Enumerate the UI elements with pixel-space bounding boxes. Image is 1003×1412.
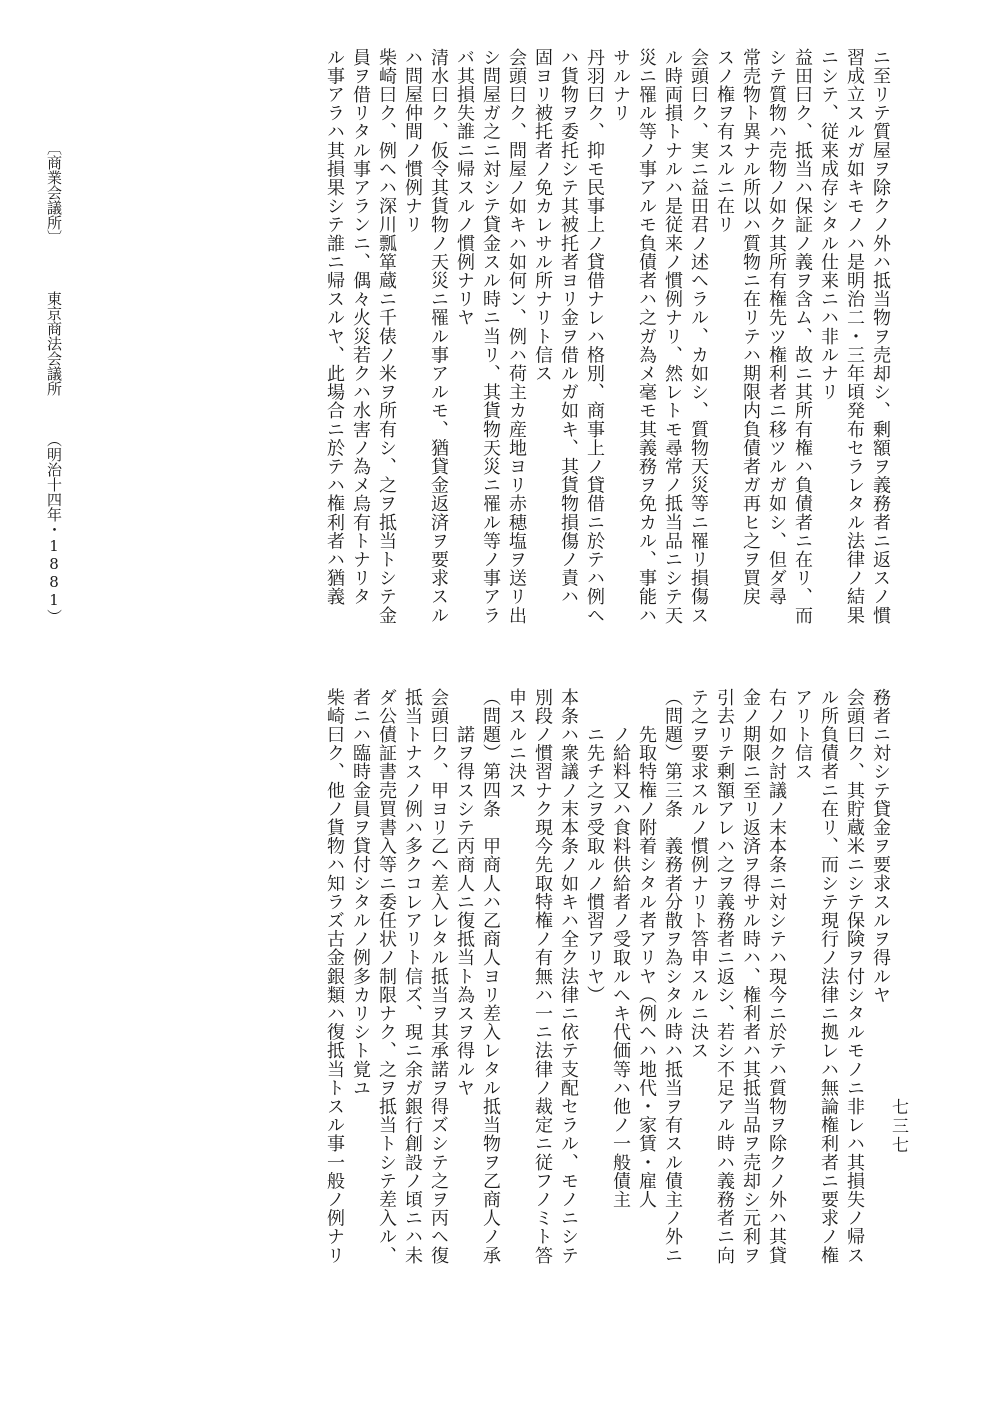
text-line: ル時両損トナルハ是従来ノ慣例ナリ、然レトモ尋常ノ抵当品ニシテ天: [662, 48, 683, 625]
text-line: シ問屋ガ之ニ対シテ貸金スル時ニ当リ、其貨物天災ニ罹ル等ノ事アラ: [480, 48, 501, 625]
text-line: アリト信ス: [792, 688, 813, 781]
running-head-office: 東京商法会議所: [45, 291, 63, 396]
text-line: 会頭曰ク、問屋ノ如キハ如何ン、例ハ荷主カ産地ヨリ赤穂塩ヲ送リ出: [506, 48, 527, 625]
text-line: （問題）第四条 甲商人ハ乙商人ヨリ差入レタル抵当物ヲ乙商人ノ承: [480, 688, 501, 1265]
text-line: 会頭曰ク、甲ヨリ乙ヘ差入レタル抵当ヲ其承諾ヲ得ズシテ之ヲ丙ヘ復: [428, 688, 449, 1265]
text-line: 習成立スルガ如キモノハ是明治二・三年頃発布セラレタル法律ノ結果: [844, 48, 865, 625]
running-head-bracket: 〔商業会議所〕: [45, 140, 63, 245]
text-line: 常売物ト異ナル所以ハ質物ニ在リテハ期限内負債者ガ再ヒ之ヲ買戻: [740, 48, 761, 606]
text-line: 諾ヲ得スシテ丙商人ニ復抵当ト為スヲ得ルヤ: [454, 688, 475, 1098]
text-line: ニ先チ之ヲ受取ルノ慣習アリヤ）: [584, 688, 605, 1005]
text-line: 別段ノ慣習ナク現今先取特権ノ有無ハ一ニ法律ノ裁定ニ従フノミト答: [532, 688, 553, 1265]
text-line: 益田曰ク、抵当ハ保証ノ義ヲ含ム、故ニ其所有権ハ負債者ニ在リ、而: [792, 48, 813, 625]
text-line: 先取特権ノ附着シタル者アリヤ（例ヘハ地代・家賃・雇人: [636, 688, 657, 1209]
text-line: ハ貨物ヲ委托シテ其被托者ヨリ金ヲ借ルガ如キ、其貨物損傷ノ責ハ: [558, 48, 579, 606]
page-number: 七三七: [888, 1098, 908, 1155]
text-line: シテ質物ハ売物ノ如ク其所有権先ツ権利者ニ移ツルガ如シ、但ダ尋: [766, 48, 787, 606]
text-line: 右ノ如ク討議ノ末本条ニ対シテハ現今ニ於テハ質物ヲ除クノ外ハ其貸: [766, 688, 787, 1265]
text-line: 本条ハ衆議ノ末本条ノ如キハ全ク法律ニ依テ支配セラル、モノニシテ: [558, 688, 579, 1265]
text-line: ル所負債者ニ在リ、而シテ現行ノ法律ニ拠レハ無論権利者ニ要求ノ権: [818, 688, 839, 1265]
text-line: スノ権ヲ有スルニ在リ: [714, 48, 735, 234]
text-line: 丹羽曰ク、抑モ民事上ノ貸借ナレハ格別、商事上ノ貸借ニ於テハ例ヘ: [584, 48, 605, 625]
text-line: 会頭曰ク、実ニ益田君ノ述ヘラル、カ如シ、質物天災等ニ罹リ損傷ス: [688, 48, 709, 625]
lower-text-block: [113, 688, 893, 1308]
upper-text-block: [133, 48, 893, 648]
text-line: 清水曰ク、仮令其貨物ノ天災ニ罹ル事アルモ、猶貸金返済ヲ要求スル: [428, 48, 449, 625]
text-line: 柴崎曰ク、他ノ貨物ハ知ラズ古金銀類ハ復抵当トスル事一般ノ例ナリ: [324, 688, 345, 1265]
text-line: ル事アラハ其損果シテ誰ニ帰スルヤ、此場合ニ於テハ権利者ハ猶義: [324, 48, 345, 606]
text-line: 固ヨリ被托者ノ免カレサル所ナリト信ス: [532, 48, 553, 383]
text-line: 災ニ罹ル等ノ事アルモ負債者ハ之ガ為メ毫モ其義務ヲ免カル、事能ハ: [636, 48, 657, 625]
text-line: 引去リテ剰額アレハ之ヲ義務者ニ返シ、若シ不足アル時ハ義務者ニ向: [714, 688, 735, 1265]
text-line: 務者ニ対シテ貸金ヲ要求スルヲ得ルヤ: [870, 688, 891, 1005]
text-line: ニシテ、従来成存シタル仕来ニハ非ルナリ: [818, 48, 839, 402]
text-line: バ其損失誰ニ帰スルノ慣例ナリヤ: [454, 48, 475, 327]
running-head-era: （明治十四年・1881）: [45, 432, 63, 624]
text-line: テ之ヲ要求スルノ慣例ナリト答申スルニ決ス: [688, 688, 709, 1060]
text-line: （問題）第三条 義務者分散ヲ為シタル時ハ抵当ヲ有スル債主ノ外ニ: [662, 688, 683, 1265]
text-line: 申スルニ決ス: [506, 688, 527, 800]
text-line: 金ノ期限ニ至リ返済ヲ得サル時ハ、権利者ハ其抵当品ヲ売却シ元利ヲ: [740, 688, 761, 1265]
text-line: サルナリ: [610, 48, 631, 123]
text-line: ニ至リテ質屋ヲ除クノ外ハ抵当物ヲ売却シ、剰額ヲ義務者ニ返スノ慣: [870, 48, 891, 625]
text-line: ダ公債証書売買書入等ニ委任状ノ制限ナク、之ヲ抵当トシテ差入ル、: [376, 688, 397, 1265]
text-line: 員ヲ借リタル事アランニ、偶々火災若クハ水害ノ為メ烏有トナリタ: [350, 48, 371, 606]
text-line: ノ給料又ハ食料供給者ノ受取ルヘキ代価等ハ他ノ一般債主: [610, 688, 631, 1209]
text-line: 者ニハ臨時金員ヲ貸付シタルノ例多カリシト覚ユ: [350, 688, 371, 1098]
text-line: 抵当トナスノ例ハ多クコレアリト信ズ、現ニ余ガ銀行創設ノ頃ニハ未: [402, 688, 423, 1265]
running-head: [44, 140, 64, 624]
text-line: 会頭曰ク、其貯蔵米ニシテ保険ヲ付シタルモノニ非レハ其損失ノ帰ス: [844, 688, 865, 1265]
text-line: 柴崎曰ク、例ヘハ深川瓢箪蔵ニ千俵ノ米ヲ所有シ、之ヲ抵当トシテ金: [376, 48, 397, 625]
text-line: ハ問屋仲間ノ慣例ナリ: [402, 48, 423, 234]
